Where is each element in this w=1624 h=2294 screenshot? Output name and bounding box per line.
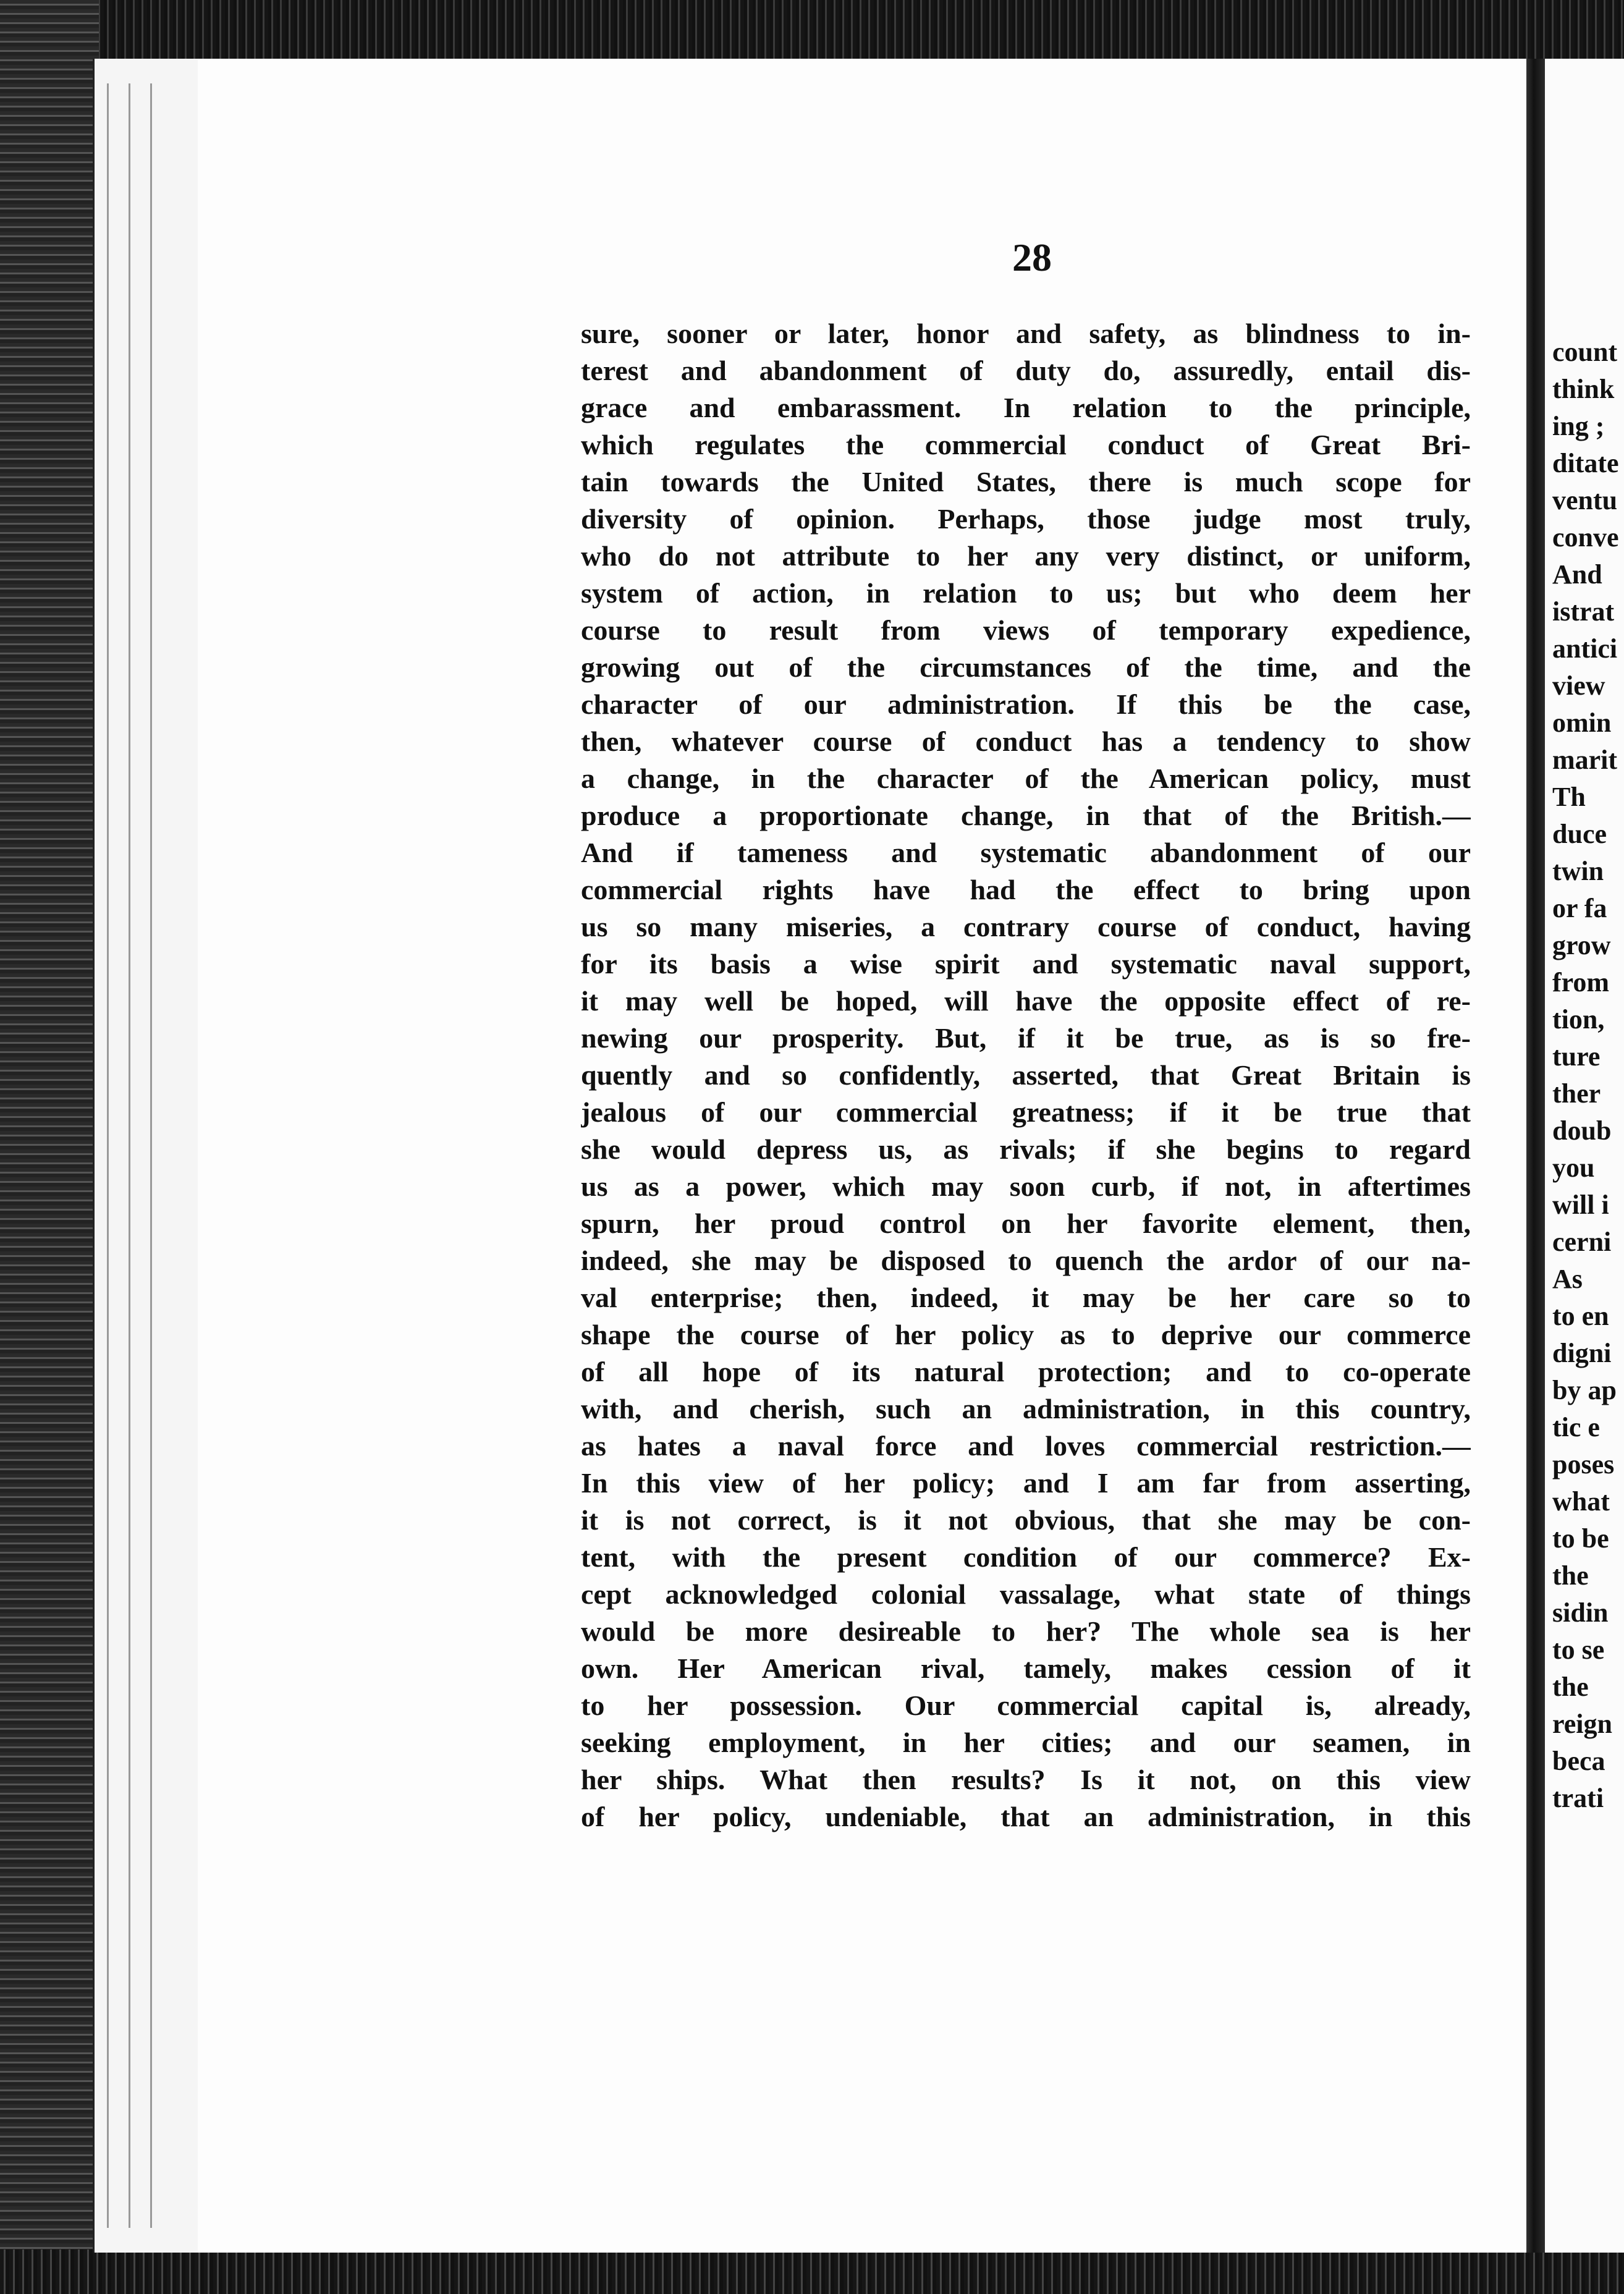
facing-page-line: from	[1552, 967, 1610, 997]
text-line: it is not correct, is it not obvious, that she may be con-	[581, 1504, 1471, 1536]
scan-border-top	[0, 0, 1624, 59]
facing-page-line: ther	[1552, 1078, 1601, 1109]
facing-page-line: And	[1552, 559, 1602, 590]
text-line: diversity of opinion. Perhaps, those judge most truly,	[581, 503, 1471, 535]
text-line: which regulates the commercial conduct of Great Bri-	[581, 429, 1471, 460]
facing-page-line: or fa	[1552, 893, 1607, 923]
facing-page-text	[1552, 334, 1624, 1817]
body-text	[581, 315, 1471, 1835]
facing-page-line: by ap	[1552, 1375, 1617, 1405]
text-line: her ships. What then results? Is it not, on this view	[581, 1764, 1471, 1795]
text-line: tent, with the present condition of our commerce? Ex-	[581, 1541, 1471, 1573]
text-line: tain towards the United States, there is much scope for	[581, 466, 1471, 497]
facing-page-line: cerni	[1552, 1227, 1612, 1257]
facing-page-line: ing ;	[1552, 411, 1605, 441]
book-page-edges	[93, 59, 200, 2253]
text-line: system of action, in relation to us; but who deem her	[581, 577, 1471, 609]
text-line: seeking employment, in her cities; and our seamen, in	[581, 1727, 1471, 1758]
text-line: with, and cherish, such an administration, in this country,	[581, 1393, 1471, 1424]
text-line: to her possession. Our commercial capital is, already,	[581, 1690, 1471, 1721]
facing-page-line: grow	[1552, 930, 1611, 960]
text-line: then, whatever course of conduct has a tendency to show	[581, 726, 1471, 757]
text-line: of all hope of its natural protection; and to co-operate	[581, 1356, 1471, 1387]
text-line: she would depress us, as rivals; if she begins to regard	[581, 1133, 1471, 1165]
text-line: produce a proportionate change, in that of the British.—	[581, 800, 1471, 831]
facing-page-line: poses	[1552, 1449, 1615, 1479]
text-line: own. Her American rival, tamely, makes cession of it	[581, 1653, 1471, 1684]
facing-page-line: will i	[1552, 1190, 1609, 1220]
text-line: newing our prosperity. But, if it be true, as is so fre-	[581, 1022, 1471, 1054]
facing-page-line: the	[1552, 1672, 1589, 1702]
facing-page-line: tic e	[1552, 1412, 1600, 1442]
text-line: it may well be hoped, will have the opposite effect of re-	[581, 985, 1471, 1017]
text-line: would be more desireable to her? The whole sea is her	[581, 1615, 1471, 1647]
facing-page-line: sidin	[1552, 1598, 1609, 1628]
text-line: shape the course of her policy as to deprive our commerce	[581, 1319, 1471, 1350]
page-edge-line	[150, 83, 152, 2228]
facing-page-line: istrat	[1552, 596, 1615, 627]
text-line: And if tameness and systematic abandonment of our	[581, 837, 1471, 868]
facing-page-line: to be	[1552, 1523, 1609, 1554]
facing-page-line: the	[1552, 1560, 1589, 1591]
text-line: a change, in the character of the American policy, must	[581, 763, 1471, 794]
text-line: indeed, she may be disposed to quench the ardor of our na-	[581, 1245, 1471, 1276]
text-line: us as a power, which may soon curb, if not, in aftertimes	[581, 1170, 1471, 1202]
page-edge-line	[129, 83, 130, 2228]
facing-page-line: ture	[1552, 1041, 1601, 1072]
text-line: jealous of our commercial greatness; if it be true that	[581, 1096, 1471, 1128]
facing-page-line: tion,	[1552, 1004, 1605, 1035]
text-line: cept acknowledged colonial vassalage, what state of things	[581, 1578, 1471, 1610]
facing-page-line: doub	[1552, 1115, 1612, 1146]
page-number: 28	[1012, 235, 1052, 279]
text-line: growing out of the circumstances of the time, and the	[581, 651, 1471, 683]
facing-page-line: marit	[1552, 745, 1618, 775]
facing-page-line: antici	[1552, 633, 1618, 664]
facing-page-line: digni	[1552, 1338, 1612, 1368]
text-line: terest and abandonment of duty do, assuredly, entail dis-	[581, 355, 1471, 386]
text-line: In this view of her policy; and I am far from asserting,	[581, 1467, 1471, 1499]
text-line: course to result from views of temporary expedience,	[581, 614, 1471, 646]
facing-page-line: twin	[1552, 856, 1604, 886]
facing-page-line: you	[1552, 1153, 1595, 1183]
facing-page-line: ventu	[1552, 485, 1618, 515]
text-line: of her policy, undeniable, that an administration, in this	[581, 1801, 1471, 1832]
facing-page-line: trati	[1552, 1783, 1604, 1813]
text-line: quently and so confidently, asserted, that Great Britain is	[581, 1059, 1471, 1091]
text-line: as hates a naval force and loves commercial restriction.—	[581, 1430, 1471, 1462]
facing-page-line: what	[1552, 1486, 1610, 1517]
text-line: who do not attribute to her any very distinct, or uniform,	[581, 540, 1471, 572]
facing-page-line: As	[1552, 1264, 1583, 1294]
facing-page-line: Th	[1552, 782, 1586, 812]
text-line: us so many miseries, a contrary course of conduct, having	[581, 911, 1471, 942]
text-line: character of our administration. If this be the case,	[581, 688, 1471, 720]
facing-page-line: count	[1552, 337, 1618, 367]
facing-page-line: reign	[1552, 1709, 1612, 1739]
facing-page-line: view	[1552, 671, 1605, 701]
facing-page-line: conve	[1552, 522, 1619, 552]
page-edge-line	[107, 83, 109, 2228]
facing-page-line: to se	[1552, 1635, 1605, 1665]
text-line: commercial rights have had the effect to bring upon	[581, 874, 1471, 905]
text-line: sure, sooner or later, honor and safety, as blindness to in-	[581, 318, 1471, 349]
text-line: grace and embarassment. In relation to the principle,	[581, 392, 1471, 423]
book-gutter	[1526, 59, 1545, 2253]
facing-page-line: ditate	[1552, 448, 1619, 478]
facing-page-line: think	[1552, 374, 1615, 404]
scan-border-left	[0, 0, 99, 2294]
facing-page-line: beca	[1552, 1746, 1605, 1776]
text-line: for its basis a wise spirit and systematic naval support,	[581, 948, 1471, 980]
facing-page-line: omin	[1552, 708, 1612, 738]
scan-border-bottom	[0, 2250, 1624, 2294]
facing-page-line: to en	[1552, 1301, 1609, 1331]
text-line: val enterprise; then, indeed, it may be her care so to	[581, 1282, 1471, 1313]
facing-page-line: duce	[1552, 819, 1607, 849]
text-line: spurn, her proud control on her favorite element, then,	[581, 1208, 1471, 1239]
